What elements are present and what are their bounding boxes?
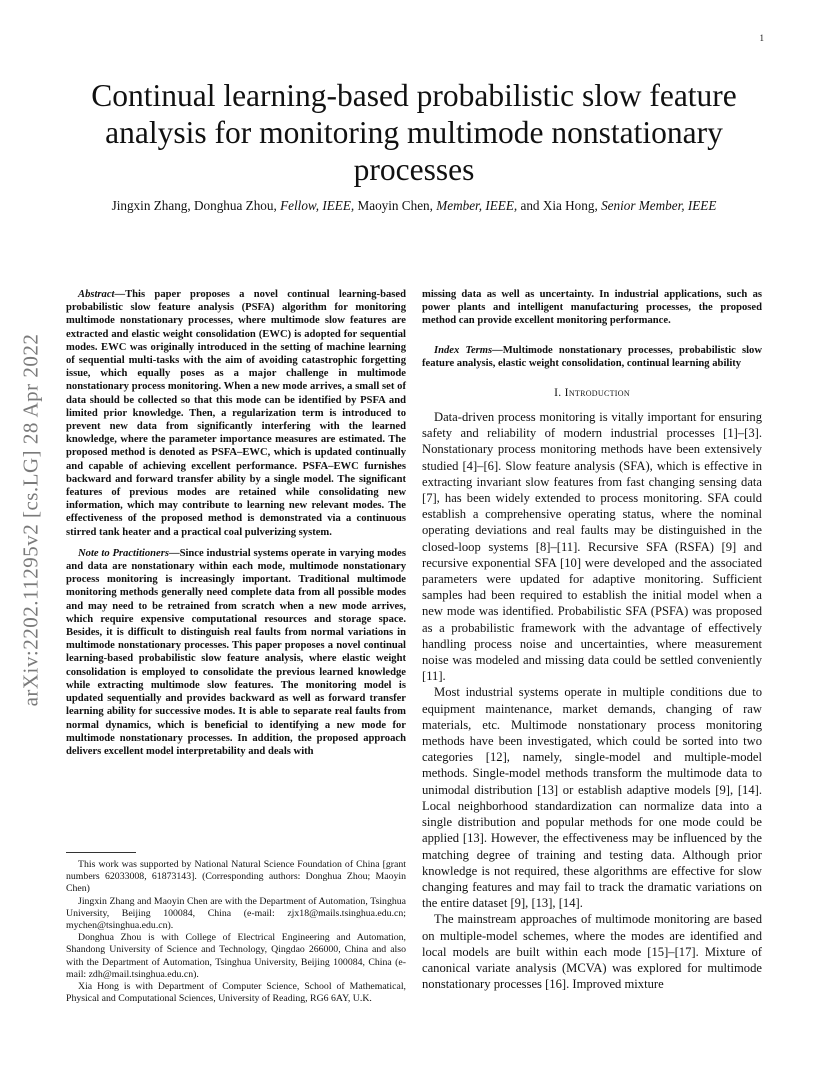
footnote-affiliation-1: Jingxin Zhang and Maoyin Chen are with the Department of Automation, Tsinghua University, Beijing 100084, China (e-mail: zjx18@mails.tsinghua.edu.cn; mychen@tsinghua.edu.cn). [66,895,406,932]
abstract-text: —This paper proposes a novel continual learning-based probabilistic slow feature analysis (PSFA) algorithm for monitoring multimode nonstationary processes, where multimode slow features are extracted and elastic weight consolidation (EWC) is adopted for sequential modes. EWC was originally introduced in the setting of machine learning of sequential multi-tasks with the aim of avoiding catastrophic forgetting issue, which equally poses as a major challenge in multimode nonstationary process monitoring. When a new mode arrives, a small set of data should be collected so that this mode can be identified by PSFA and limited prior knowledge. Then, a regularization term is introduced to prevent new data from significantly interfering with the learned knowledge, where the parameter importance measures are estimated. The proposed method is denoted as PSFA–EWC, which is updated continually and capable of achieving excellent performance. PSFA–EWC furnishes backward and forward transfer ability by a single model. The significant features of previous modes are retained while consolidating new information, which may contribute to learning new relevant modes. The effectiveness of the proposed method is demonstrated via a continuous stirred tank heater and a practical coal pulverizing system. [66,289,406,538]
footnote-affiliation-2: Donghua Zhou is with College of Electrical Engineering and Automation, Shandong University of Science and Technology, Qingdao 266000, China and also with the Department of Automation, Tsinghua University, Beijing 100084, China (e-mail: zdh@mail.tsinghua.edu.cn). [66,932,406,980]
arxiv-watermark [20,282,42,758]
author-role-2: Member, IEEE, [436,198,518,213]
section-title: Introduction [564,386,630,400]
arxiv-id: arXiv:2202.11295v2 [cs.LG] 28 Apr 2022 [18,333,43,707]
footnote-rule [66,852,136,853]
footnotes [66,852,406,1005]
author-role-1: Fellow, IEEE, [280,198,355,213]
practitioners-label: Note to Practitioners [78,547,169,559]
footnote-affiliation-3: Xia Hong is with Department of Computer Science, School of Mathematical, Physical and Computational Sciences, University of Reading, RG6 6AY, U.K. [66,981,406,1005]
index-terms [422,344,762,370]
abstract-label: Abstract [78,289,115,300]
author-group-1: Jingxin Zhang, Donghua Zhou, [111,198,277,213]
section-number: I. [554,386,562,400]
abstract [66,288,406,539]
left-column [66,288,406,758]
index-terms-text: —Multimode nonstationary processes, probabilistic slow feature analysis, elastic weight consolidation, continual learning ability [422,344,762,369]
intro-paragraph-3: The mainstream approaches of multimode monitoring are based on multiple-model schemes, where the modes are identified and local models are built within each mode [15]–[17]. Mixture of canonical variate analysis (MCVA) was explored for multimode nonstationary processes [16]. Improved mixture [422,912,762,992]
author-list [80,196,748,215]
note-to-practitioners [66,547,406,758]
page-number: 1 [759,33,764,43]
right-column [422,288,762,992]
section-heading [422,386,762,399]
author-group-2: Maoyin Chen, [357,198,433,213]
footnote-funding: This work was supported by National Natural Science Foundation of China [grant numbers 62033008, 61873143]. (Corresponding authors: Donghua Zhou; Maoyin Chen) [66,859,406,895]
intro-paragraph-2: Most industrial systems operate in multiple conditions due to equipment maintenance, market demands, changing of raw materials, etc. Multimode nonstationary process monitoring methods have been investigated, which could be sorted into two categories [12], namely, single-model and multiple-model methods. Single-model methods transform the multimode data to unimodal distribution [13] or establish adaptive models [9], [14]. Local neighborhood standardization can normalize data into a single distribution and popular methods for one mode could be applied [13]. However, the effectiveness may be influenced by the matching degree of training and testing data. Although prior knowledge is not required, these algorithms are effective for slow changing features and may fail to track the dramatic variations on the entire dataset [9], [13], [14]. [422,685,762,911]
author-group-3: and Xia Hong, [520,198,598,213]
author-role-3: Senior Member, IEEE [601,198,717,213]
intro-paragraph-1: Data-driven process monitoring is vitally important for ensuring safety and reliability of modern industrial processes [1]–[3]. Nonstationary process monitoring methods have been extensively studied [4]–[6]. Slow feature analysis (SFA), which is effective in extracting invariant slow features from fast changing sensing data [7], has been widely extended to process monitoring. SFA could establish a comprehensive operating status, where the nominal operating deviations and real faults may be distinguished in the closed-loop systems [8]–[11]. Recursive SFA (RSFA) [9] and recursive exponential SFA [10] were developed and the associated parameters were updated for adaptive monitoring. Sufficient samples had been required to establish the initial model when a new mode was identified. Probabilistic SFA (PSFA) was proposed as a probabilistic framework with the advantage of effectively handling process noise and uncertainties, where measurement noise was modeled and missing data could be settled conveniently [11]. [422,410,762,684]
paper-title: Continual learning-based probabilistic slow feature analysis for monitoring multimode nonstationary processes [91,78,737,187]
index-terms-label: Index Terms [434,344,493,356]
practitioners-text: —Since industrial systems operate in varying modes and data are nonstationary within each mode, multimode nonstationary process monitoring is increasingly important. Traditional multimode monitoring methods generally need complete data from all possible modes and may need to be retrained from scratch when a new mode arrives, which require expensive computational resources and storage space. Besides, it is difficult to distinguish real faults from normal variations in multimode nonstationary processes. This paper proposes a novel continual learning-based probabilistic slow feature analysis, where elastic weight consolidation is employed to consolidate the previous learned knowledge while extracting multimode slow features. The monitoring model is updated sequentially and provides backward as well as forward transfer learning ability for successive modes. It is able to separate real faults from normal dynamics, which is beneficial to identifying a new mode for multimode nonstationary processes. In addition, the proposed approach delivers excellent model interpretability and deals with [66,547,406,757]
practitioners-continued: missing data as well as uncertainty. In industrial applications, such as power plants and intelligent manufacturing processes, the proposed method can provide excellent monitoring performance. [422,289,762,327]
